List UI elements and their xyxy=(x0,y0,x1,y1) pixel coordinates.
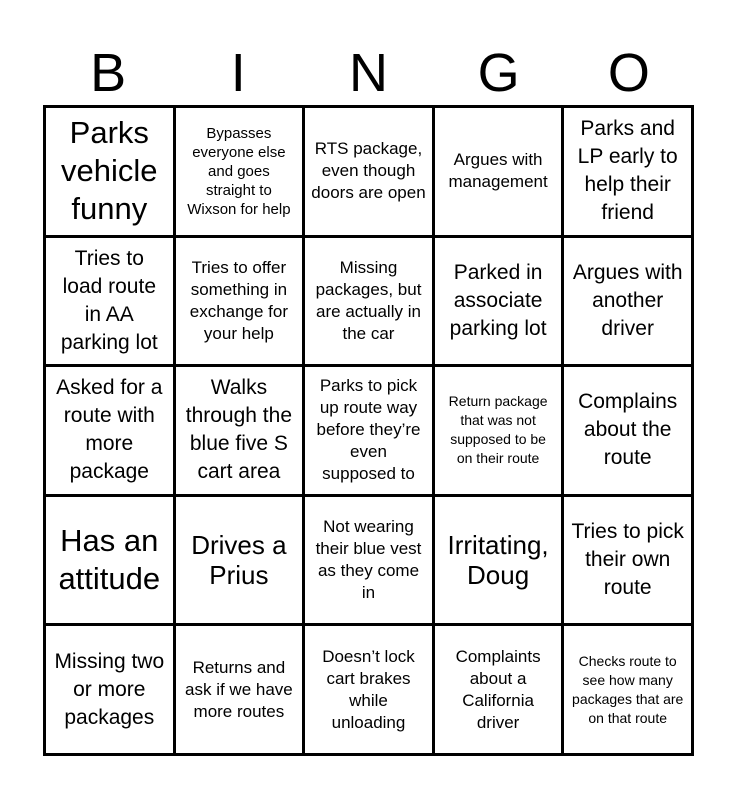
header-letter-n: N xyxy=(348,43,388,103)
bingo-cell-r3c4[interactable] xyxy=(435,367,562,494)
bingo-cell-r3c3[interactable] xyxy=(305,367,432,494)
bingo-header xyxy=(43,42,694,104)
bingo-cell-text: RTS package, even though doors are open xyxy=(311,139,426,203)
bingo-board xyxy=(43,105,694,756)
bingo-cell-r4c3[interactable] xyxy=(305,497,432,624)
bingo-cell-text: Tries to load route in AA parking lot xyxy=(60,246,158,354)
bingo-cell-r5c3[interactable] xyxy=(305,626,432,753)
bingo-cell-r3c5[interactable] xyxy=(564,367,691,494)
bingo-cell-r1c4[interactable] xyxy=(435,108,562,235)
bingo-cell-text: Returns and ask if we have more routes xyxy=(185,657,293,721)
bingo-cell-r5c1[interactable] xyxy=(46,626,173,753)
bingo-cell-r5c5[interactable] xyxy=(564,626,691,753)
bingo-cell-r3c2[interactable] xyxy=(176,367,303,494)
bingo-cell-text: Walks through the blue five S cart area xyxy=(185,376,293,484)
bingo-cell-text: Argues with management xyxy=(448,150,548,192)
bingo-cell-r5c4[interactable] xyxy=(435,626,562,753)
bingo-cell-text: Irritating, Doug xyxy=(447,530,549,591)
header-letter-b: B xyxy=(90,43,127,103)
bingo-cell-text: Parks to pick up route way before they’re even supposed to xyxy=(316,376,421,484)
bingo-cell-r3c1[interactable] xyxy=(46,367,173,494)
bingo-cell-text: Checks route to see how many packages that are on that route xyxy=(572,652,684,726)
header-letter-g: G xyxy=(477,43,520,103)
bingo-cell-text: Has an attitude xyxy=(58,523,161,597)
bingo-cell-text: Complaints about a California driver xyxy=(455,646,541,732)
bingo-cell-text: Parks vehicle funny xyxy=(61,115,158,227)
bingo-cell-text: Missing two or more packages xyxy=(54,649,165,729)
header-letter-o: O xyxy=(607,43,650,103)
bingo-cell-r4c5[interactable] xyxy=(564,497,691,624)
bingo-cell-r2c1[interactable] xyxy=(46,238,173,365)
bingo-cell-text: Return package that was not supposed to be on their route xyxy=(448,393,548,467)
bingo-cell-text: Tries to pick their own route xyxy=(571,520,684,600)
bingo-cell-text: Doesn’t lock cart brakes while unloading xyxy=(322,646,415,732)
bingo-cell-r1c3[interactable] xyxy=(305,108,432,235)
bingo-cell-text: Drives a Prius xyxy=(191,530,287,591)
bingo-cell-r4c1[interactable] xyxy=(46,497,173,624)
bingo-cell-r1c5[interactable] xyxy=(564,108,691,235)
bingo-cell-text: Argues with another driver xyxy=(572,260,683,340)
header-letter-i: I xyxy=(230,43,246,103)
bingo-cell-text: Tries to offer something in exchange for your help xyxy=(189,257,289,343)
bingo-cell-r2c3[interactable] xyxy=(305,238,432,365)
bingo-cell-text: Not wearing their blue vest as they come in xyxy=(315,517,422,603)
bingo-cell-r2c5[interactable] xyxy=(564,238,691,365)
bingo-cell-r2c2[interactable] xyxy=(176,238,303,365)
bingo-cell-text: Bypasses everyone else and goes straight to Wixson for help xyxy=(187,124,291,218)
bingo-cell-text: Parked in associate parking lot xyxy=(449,260,547,340)
bingo-cell-r4c4[interactable] xyxy=(435,497,562,624)
bingo-cell-r1c1[interactable] xyxy=(46,108,173,235)
bingo-cell-text: Missing packages, but are actually in the car xyxy=(315,257,422,343)
bingo-cell-r1c2[interactable] xyxy=(176,108,303,235)
bingo-cell-text: Complains about the route xyxy=(578,390,678,470)
bingo-cell-r5c2[interactable] xyxy=(176,626,303,753)
bingo-cell-r2c4[interactable] xyxy=(435,238,562,365)
bingo-cell-text: Parks and LP early to help their friend xyxy=(577,117,678,225)
bingo-cell-text: Asked for a route with more package xyxy=(56,376,163,484)
bingo-cell-r4c2[interactable] xyxy=(176,497,303,624)
